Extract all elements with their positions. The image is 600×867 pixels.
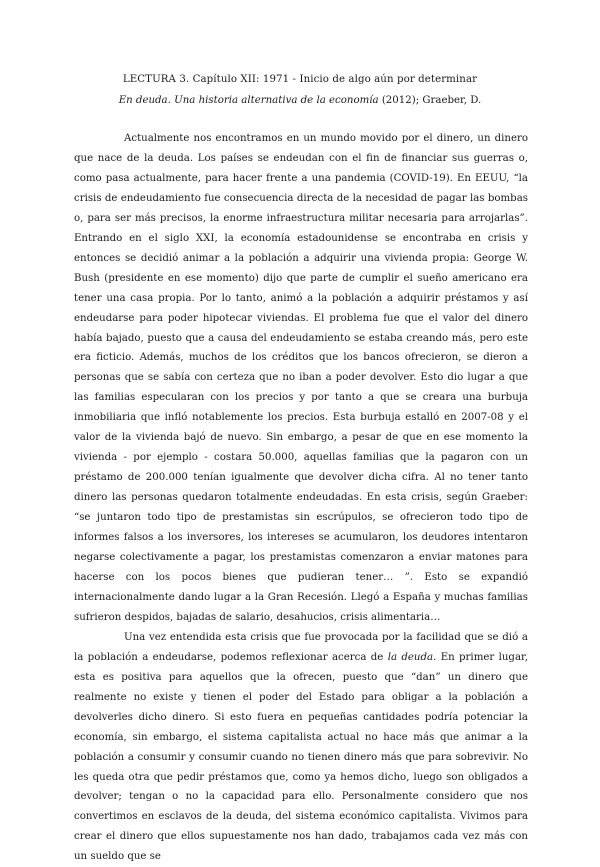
document-subtitle (0, 94, 600, 108)
paragraph-2-start: Una vez entendida esta crisis que fue provocada por la facilidad que se dió a la población a endeudarse, podemos reflexionar acerca de (74, 631, 528, 663)
document-title: LECTURA 3. Capítulo XII: 1971 - Inicio de algo aún por determinar (122, 74, 478, 85)
paragraph-1: Actualmente nos encontramos en un mundo movido por el dinero, un dinero que nace de la deuda. Los países se endeudan con el fin de financiar sus guerras o, como pasa actualmente, para hacer frente a una pandemia (COVID-19). En EEUU, “la crisis de endeudamiento fue consecuencia directa de la necesidad de pagar las bombas o, para ser más precisos, la enorme infraestructura militar necesaria para arrojarlas”. Entrando en el siglo XXI, la economía estadounidense se encontraba en crisis y entonces se decidió animar a la población a adquirir una vivienda propia: George W. Bush (presidente en ese momento) dijo que parte de cumplir el sueño americano era tener una casa propia. Por lo tanto, animó a la población a adquirir préstamos y así endeudarse para poder hipotecar viviendas. El problema fue que el valor del dinero había bajado, puesto que a causa del endeudamiento se estaba creando más, pero este era ficticio. Además, muchos de los créditos que los bancos ofrecieron, se dieron a personas que se sabía con certeza que no iban a poder devolver. Esto dio lugar a que las familias especularan con los precios y por tanto a que se creara una burbuja inmobiliaria que infló notablemente los precios. Esta burbuja estalló en 2007-08 y el valor de la vivienda bajó de nuevo. Sin embargo, a pesar de que en ese momento la vivienda - por ejemplo - costara 50.000, aquellas familias que la pagaron con un préstamo de 200.000 tenían igualmente que devolver dicha cifra. Al no tener tanto dinero las personas quedaron totalmente endeudadas. En esta crisis, según Graeber: “se juntaron todo tipo de prestamistas sin escrúpulos, se ofrecieron todo tipo de informes falsos a los inversores, los intereses se acumularon, los deudores intentaron negarse colectivamente a pagar, los prestamistas comenzaron a enviar matones para hacerse con los pocos bienes que pudieran tener… ”. Esto se expandió internacionalmente dando lugar a la Gran Recesión. Llegó a España y muchas familias sufrieron despidos, bajadas de salario, desahucios, crisis alimentaria… (74, 133, 528, 623)
book-title: En deuda. Una historia alternativa de la economía (118, 95, 379, 106)
paragraph-2 (74, 628, 528, 867)
book-reference: (2012); Graeber, D. (378, 95, 482, 106)
document-body (74, 129, 528, 867)
paragraph-2-italic: la deuda (387, 651, 434, 663)
paragraph-2-rest: . En primer lugar, esta es positiva para aquellos que la ofrecen, puesto que “dan” un dinero que realmente no existe y tienen el poder del Estado para obligar a la población a devolverles dicho dinero. Si esto fuera en pequeñas cantidades podría potenciar la economía, sin embargo, el sistema capitalista actual no hace más que animar a la población a consumir y consumir cuando no tienen dinero más que para sobrevivir. No les queda otra que pedir préstamos que, como ya hemos dicho, luego son obligados a devolver; tengan o no la capacidad para ello. Personalmente considero que nos convertimos en esclavos de la deuda, del sistema económico capitalista. Vivimos para crear el dinero que ellos supuestamente nos han dado, trabajamos cada vez más con un sueldo que se (74, 651, 529, 863)
